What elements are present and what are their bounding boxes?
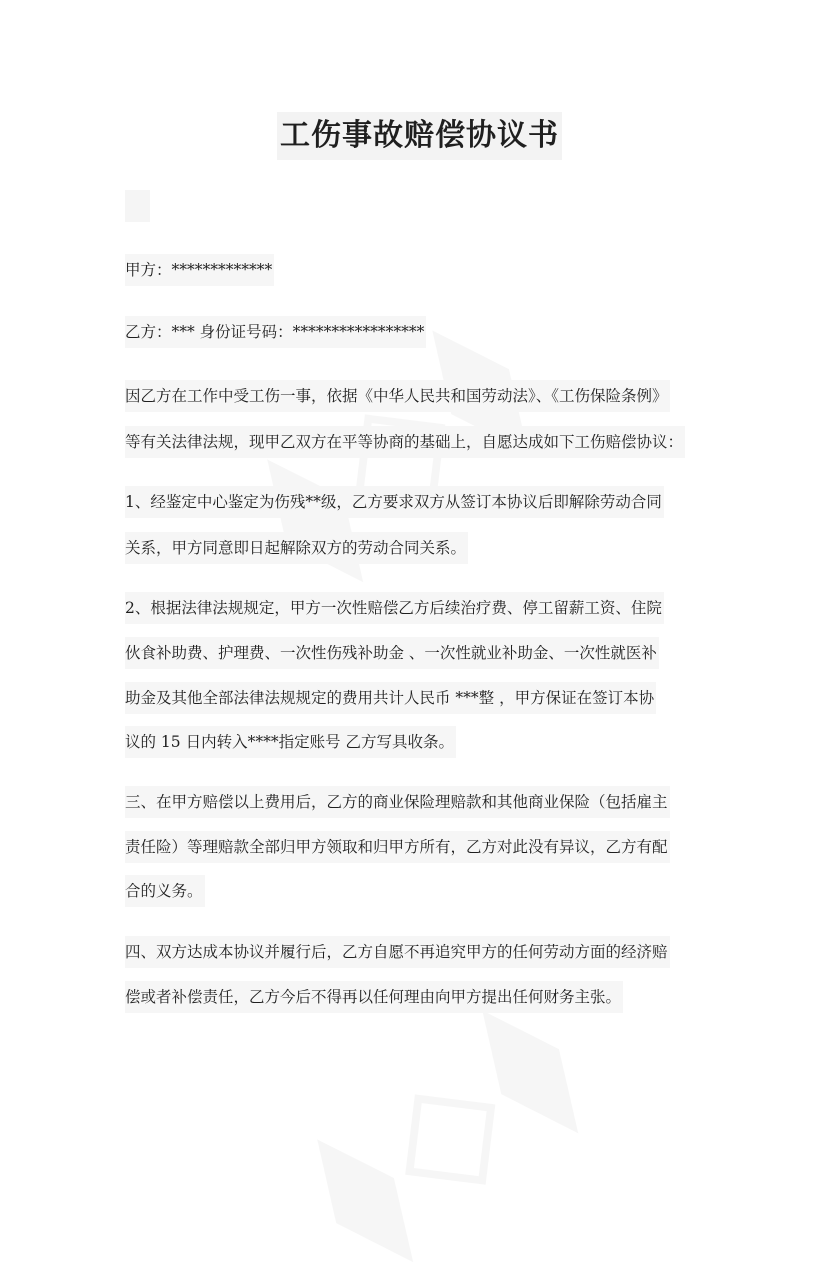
party-b-line: 乙方：*** 身份证号码：***************** — [125, 316, 426, 348]
blank-line-mark — [125, 190, 150, 222]
intro-line: 等有关法律法规，现甲乙双方在平等协商的基础上，自愿达成如下工伤赔偿协议： — [125, 426, 685, 458]
watermark — [278, 968, 616, 1286]
clause-3-line: 责任险）等理赔款全部归甲方领取和归甲方所有，乙方对此没有异议，乙方有配 — [125, 831, 670, 863]
clause-2-line: 2、根据法律法规规定，甲方一次性赔偿乙方后续治疗费、停工留薪工资、住院 — [125, 592, 664, 624]
clause-3-line: 合的义务。 — [125, 875, 205, 907]
clause-4-line: 四、双方达成本协议并履行后，乙方自愿不再追究甲方的任何劳动方面的经济赔 — [125, 936, 670, 968]
clause-1-line: 关系，甲方同意即日起解除双方的劳动合同关系。 — [125, 532, 468, 564]
clause-3-line: 三、在甲方赔偿以上费用后，乙方的商业保险理赔款和其他商业保险（包括雇主 — [125, 786, 670, 818]
intro-line: 因乙方在工作中受工伤一事，依据《中华人民共和国劳动法》、《工伤保险条例》 — [125, 380, 670, 412]
clause-2-line: 议的 15 日内转入****指定账号 乙方写具收条。 — [125, 726, 456, 758]
clause-4-line: 偿或者补偿责任，乙方今后不得再以任何理由向甲方提出任何财务主张。 — [125, 981, 623, 1013]
party-a-line: 甲方：************* — [125, 254, 274, 286]
clause-2-line: 伙食补助费、护理费、一次性伤残补助金 、一次性就业补助金、一次性就医补 — [125, 637, 659, 669]
clause-2-line: 助金及其他全部法律法规规定的费用共计人民币 ***整 ，甲方保证在签订本协 — [125, 682, 656, 714]
clause-1-line: 1、经鉴定中心鉴定为伤残**级，乙方要求双方从签订本协议后即解除劳动合同 — [125, 486, 664, 518]
page-title: 工伤事故赔偿协议书 — [277, 112, 562, 160]
